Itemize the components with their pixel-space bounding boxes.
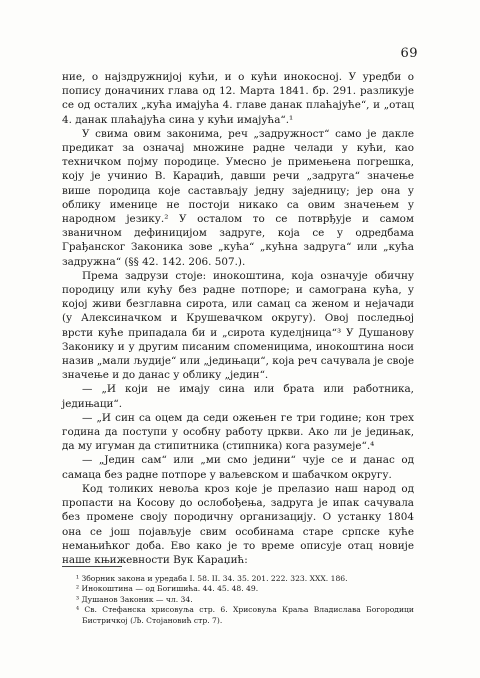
paragraph: У свима овим законима, реч „задружност“ само је дакле предикат за означај множине радне челади у кући, као техничком појму породице. Умесно је примењена погрешка, коју је учинио В. Караџић, давши речи „задруга“ значење више породица које састављају једну заједницу; јер она у облику именице не постоји никако са овим значењем у народном језику.² У осталом то се потврђује и самом званичном дефиницијом задруге, која се у одредбама Грађанског Законика зове „кућа“ „кућна задруга“ или „кућа задружна“ (§§ 42. 142. 206. 507.). — [62, 127, 414, 268]
page-number: 69 — [400, 46, 418, 61]
quotation-paragraph: — „Једин сам“ или „ми смо једини“ чује се и данас од самаца без радне потпоре у ваљевском и шабачком округу. — [62, 454, 414, 481]
quotation-paragraph: — „И који не имају сина или брата или работника, једињаци“. — [62, 383, 414, 410]
footnote-divider — [62, 566, 122, 567]
body-text — [62, 70, 414, 567]
footnotes — [62, 574, 414, 626]
paragraph: Код толиких невоља кроз које је прелазио наш народ од пропасти на Косову до ослобођења, задруга је ипак сачувала без промене своју породичну организацију. О устанку 1804 она се још појављује свим особинама старе српске куће немањићког доба. Ево како је то време описује отац новије наше књижевности Вук Караџић: — [62, 482, 414, 566]
paragraph-continued: ниe, о најздружнијој кући, и о кући инокосној. У уредби о попису доначиних глава од 12. Марта 1841. бр. 291. разликује се од осталих „кућа имајућа 4. главе данак плаћајуће“, и „отац 4. данак плаћајућа сина у кући имајућа“.¹ — [62, 71, 414, 126]
footnote: ⁴ Св. Стефанска хрисовуља стр. 6. Хрисовуља Краља Владислава Богородици Бистричкој (Љ. Стојановић стр. 7). — [76, 605, 414, 625]
paragraph: Према задрузи стоје: инокоштина, која означује обичну породицу или кућу без радне потпоре; и самограна кућа, у којој живи безглавна сирота, или самац са женом и нејачади (у Алексиначком и Крушевачком округу). Овој последњој врсти куће припадала би и „сирота куделјница“³ У Душанову Законику и у другим писаним споменицима, инокоштина носи назив „мали људије“ или „једињаци“, која реч сачувала је своје значење и до данас у облику „једин“. — [62, 269, 414, 382]
footnote: ¹ Зборник закона и уредаба I. 58. II. 34. 35. 201. 222. 323. XXX. 186. — [76, 574, 348, 583]
footnote: ³ Душанов Законик — чл. 34. — [76, 594, 193, 604]
quotation-paragraph: — „И син са оцем да седи ожењен ге три године; кон трех година да поступи у особну работу цркви. Ако ли је једињак, да му игуман да стипитника (стипника) кога разумеје“.⁴ — [62, 411, 414, 453]
footnote: ² Инокоштина — од Богишића. 44. 45. 48. 49. — [76, 584, 259, 594]
